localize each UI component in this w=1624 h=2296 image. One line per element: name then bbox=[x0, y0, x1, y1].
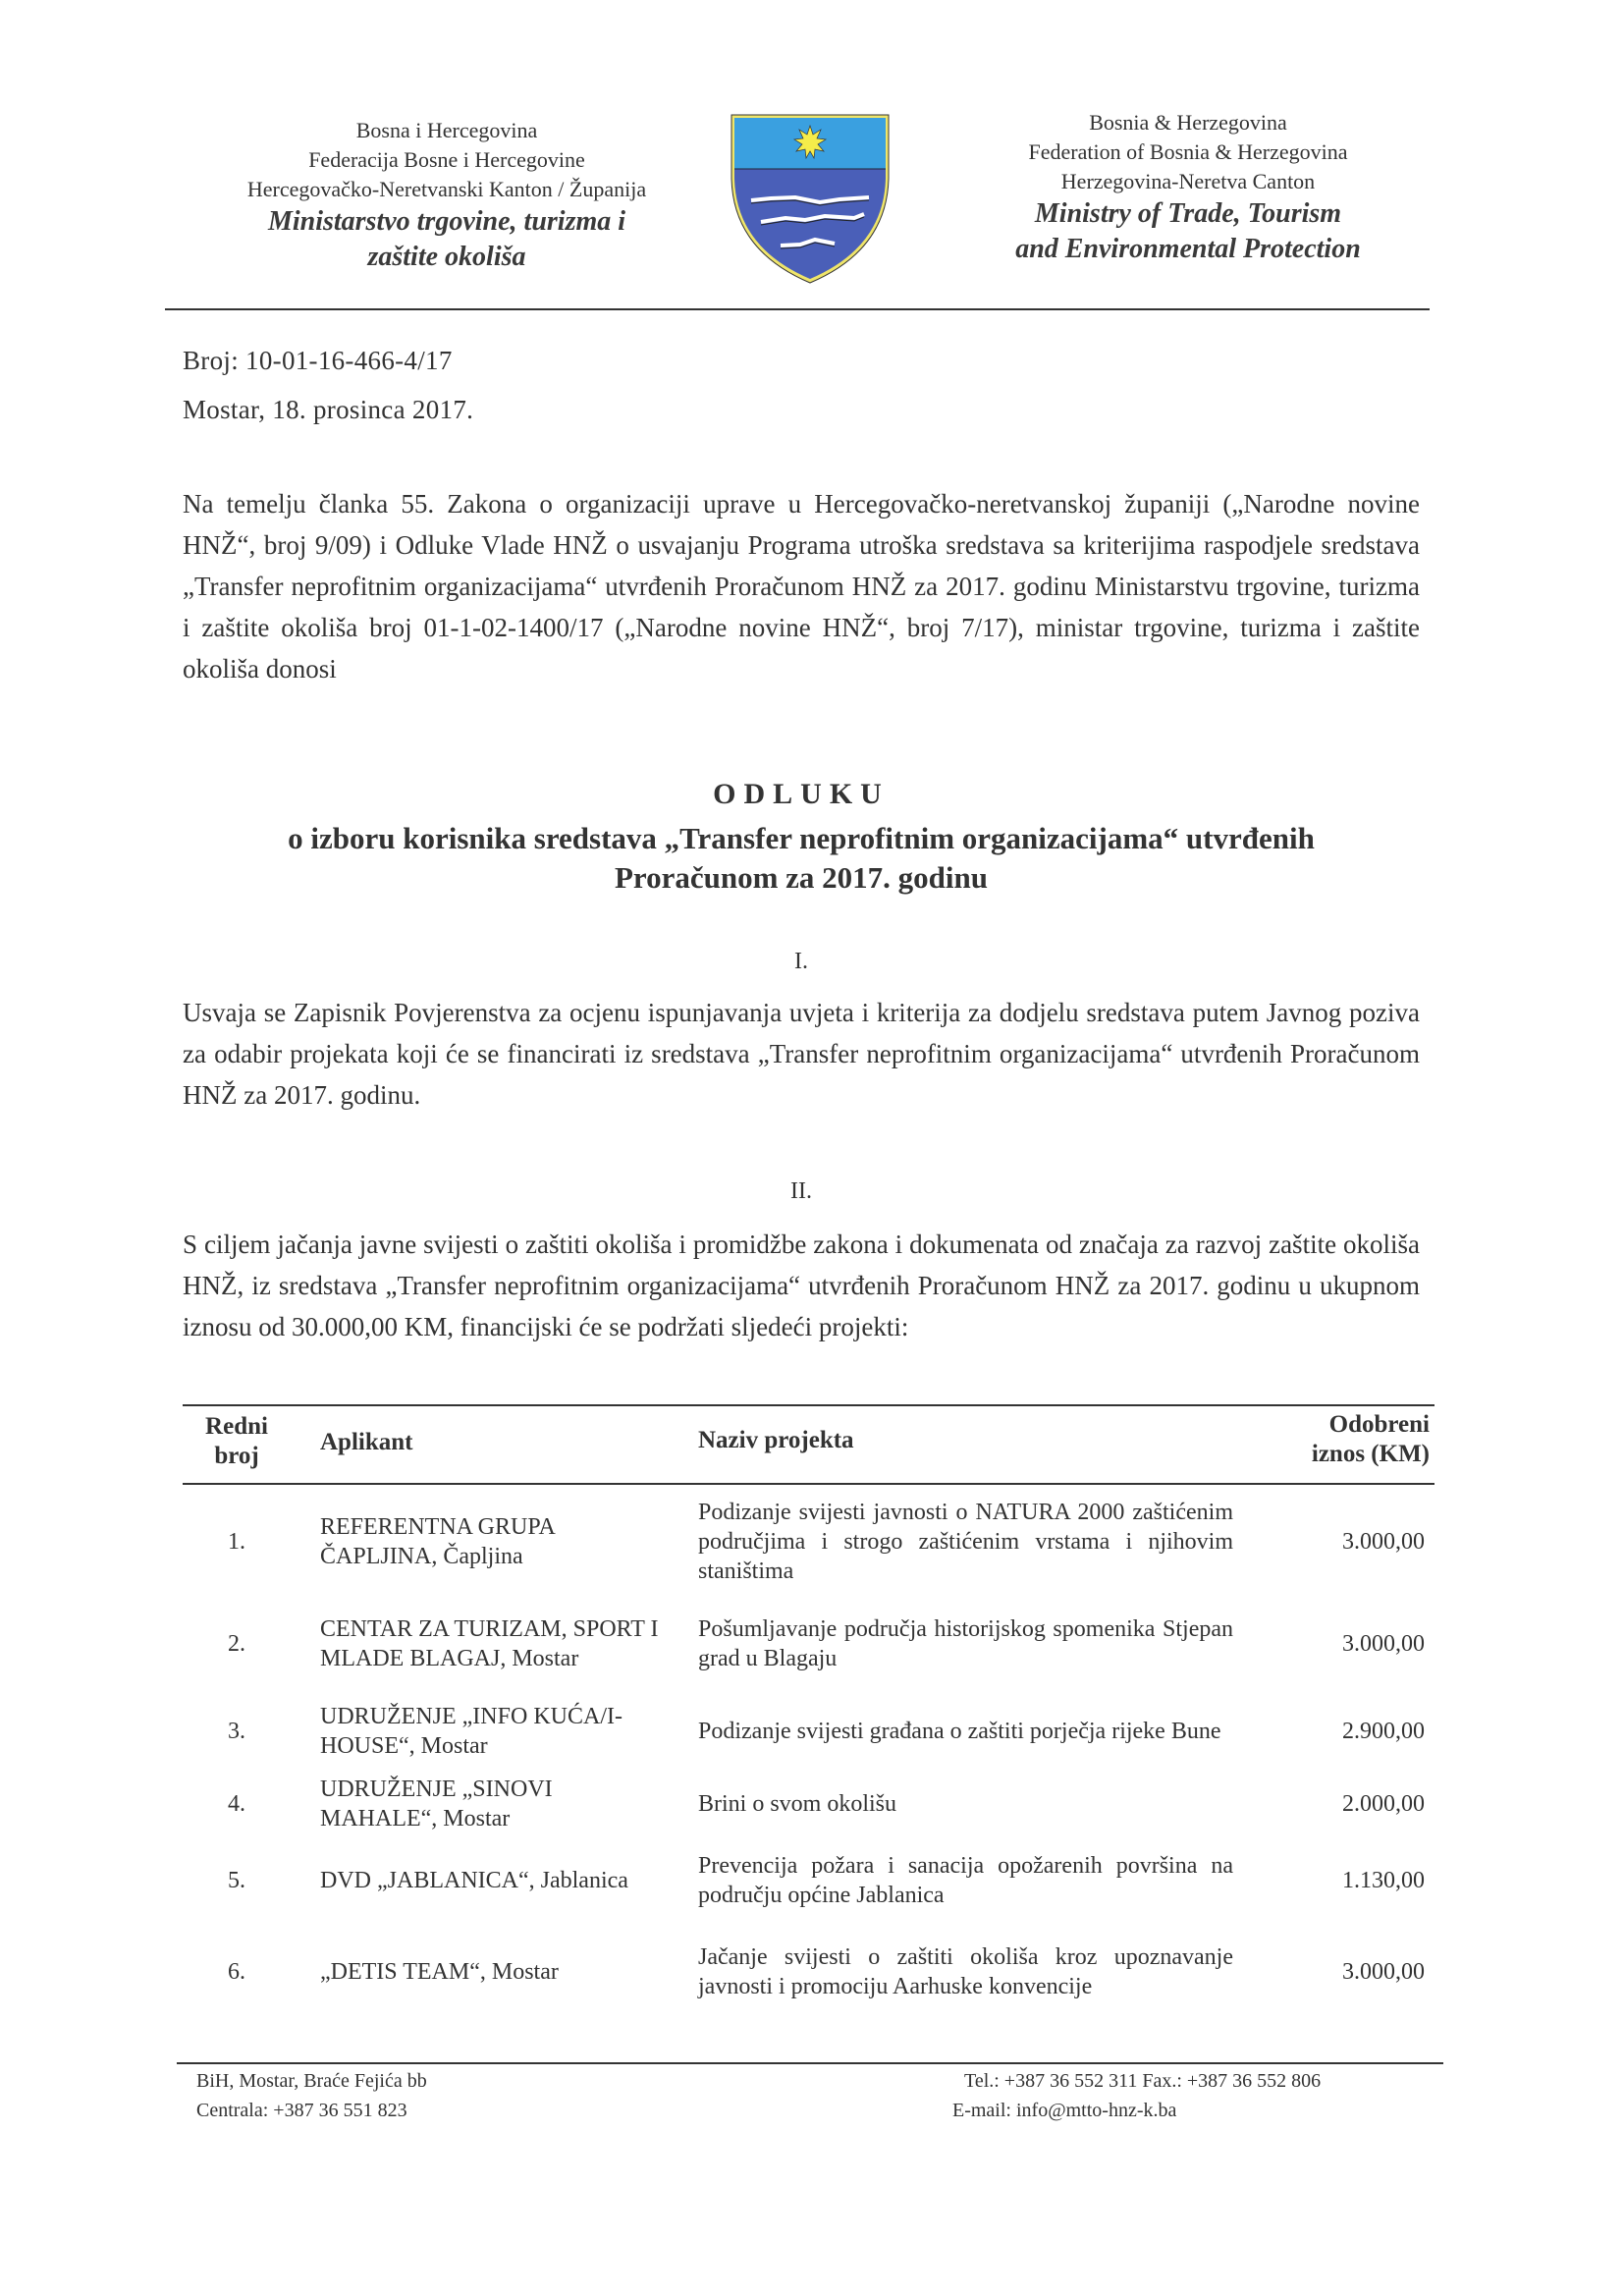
row-amount: 3.000,00 bbox=[1342, 1959, 1425, 1985]
row-amount: 1.130,00 bbox=[1342, 1868, 1425, 1893]
row-project: Jačanje svijesti o zaštiti okoliša kroz upoznavanje javnosti i promociju Aarhuske konvencije bbox=[698, 1944, 1233, 1999]
section-1-text: Usvaja se Zapisnik Povjerenstva za ocjenu ispunjavanja uvjeta i kriterija za dodjelu sredstava putem Javnog poziva za odabir projekata koji će se financirati iz sredstava „Transfer neprofitnim organizacijama“ utvrđenih Proračunom HNŽ za 2017. godinu. bbox=[183, 998, 1420, 1110]
header-ordinal-line2: broj bbox=[214, 1443, 259, 1469]
section-number-1: I. bbox=[794, 949, 808, 974]
section-number-2: II. bbox=[790, 1178, 812, 1204]
table-header-row bbox=[183, 1404, 1435, 1481]
row-project: Brini o svom okolišu bbox=[698, 1791, 897, 1817]
row-applicant: „DETIS TEAM“, Mostar bbox=[320, 1959, 559, 1985]
federation-name-en: Federation of Bosnia & Herzegovina bbox=[1028, 139, 1348, 164]
table-row bbox=[183, 1697, 1435, 1766]
header-amount bbox=[1253, 1410, 1430, 1469]
header-project: Naziv projekta bbox=[698, 1427, 854, 1453]
row-number: 3. bbox=[228, 1719, 245, 1744]
footer-email: E-mail: info@mtto-hnz-k.ba bbox=[952, 2100, 1177, 2121]
row-project: Podizanje svijesti javnosti o NATURA 2000 zaštićenim područjima i strogo zaštićenim vrstama i njihovim staništima bbox=[698, 1500, 1233, 1584]
row-applicant: UDRUŽENJE „INFO KUĆA/I-HOUSE“, Mostar bbox=[320, 1704, 623, 1759]
row-amount: 3.000,00 bbox=[1342, 1529, 1425, 1555]
row-project: Prevencija požara i sanacija opožarenih površina na području općine Jablanica bbox=[698, 1853, 1233, 1908]
row-number: 1. bbox=[228, 1529, 245, 1555]
row-applicant: UDRUŽENJE „SINOVI MAHALE“, Mostar bbox=[320, 1777, 553, 1831]
decision-subtitle-line2: Proračunom za 2017. godinu bbox=[614, 860, 989, 895]
header-amount-line1: Odobreni bbox=[1328, 1411, 1430, 1438]
table-header-rule bbox=[183, 1483, 1435, 1485]
header-divider bbox=[165, 308, 1430, 310]
table-row bbox=[183, 1846, 1435, 1915]
row-applicant: CENTAR ZA TURIZAM, SPORT I MLADE BLAGAJ, Mostar bbox=[320, 1616, 659, 1671]
footer-central-phone: Centrala: +387 36 551 823 bbox=[196, 2100, 407, 2121]
country-name-bs: Bosna i Hercegovina bbox=[355, 118, 538, 142]
footer-left bbox=[196, 2066, 427, 2125]
row-applicant: REFERENTNA GRUPA ČAPLJINA, Čapljina bbox=[320, 1514, 555, 1569]
table-row bbox=[183, 1493, 1435, 1591]
table-row bbox=[183, 1770, 1435, 1838]
ministry-name-bs-line1: Ministarstvo trgovine, turizma i bbox=[267, 206, 626, 237]
footer-tel-fax: Tel.: +387 36 552 311 Fax.: +387 36 552 806 bbox=[964, 2070, 1322, 2092]
header-amount-line2: iznos (KM) bbox=[1311, 1441, 1430, 1467]
preamble-paragraph: Na temelju članka 55. Zakona o organizaciji uprave u Hercegovačko-neretvanskoj županiji („Narodne novine HNŽ“, broj 9/09) i Odluke Vlade HNŽ o usvajanju Programa utroška sredstava sa kriterijima raspodjele sredstava „Transfer neprofitnim organizacijama“ utvrđenih Proračunom HNŽ za 2017. godinu Ministarstvu trgovine, turizma i zaštite okoliša broj 01-1-02-1400/17 („Narodne novine HNŽ“, broj 7/17), ministar trgovine, turizma i zaštite okoliša donosi bbox=[183, 489, 1420, 683]
federation-name-bs: Federacija Bosne i Hercegovine bbox=[308, 147, 585, 172]
row-project: Podizanje svijesti građana o zaštiti porječja rijeke Bune bbox=[698, 1719, 1221, 1744]
country-name-en: Bosnia & Herzegovina bbox=[1089, 110, 1287, 135]
table-row bbox=[183, 1923, 1435, 2021]
decision-title: ODLUKU bbox=[713, 778, 890, 810]
footer-divider bbox=[177, 2062, 1443, 2064]
decision-subtitle-line1: o izboru korisnika sredstava „Transfer neprofitnim organizacijama“ utvrđenih bbox=[288, 821, 1315, 855]
canton-name-bs: Hercegovačko-Neretvanski Kanton / Županija bbox=[246, 177, 647, 201]
row-project: Pošumljavanje područja historijskog spomenika Stjepan grad u Blagaju bbox=[698, 1616, 1233, 1671]
header-applicant: Aplikant bbox=[320, 1429, 413, 1455]
ministry-name-en-line2: and Environmental Protection bbox=[1015, 234, 1361, 264]
footer-address: BiH, Mostar, Braće Fejića bb bbox=[196, 2070, 427, 2092]
row-applicant: DVD „JABLANICA“, Jablanica bbox=[320, 1868, 628, 1893]
row-number: 4. bbox=[228, 1791, 245, 1817]
header-ordinal bbox=[183, 1412, 291, 1471]
footer-right bbox=[952, 2066, 1321, 2125]
place-and-date: Mostar, 18. prosinca 2017. bbox=[183, 395, 474, 424]
row-amount: 2.900,00 bbox=[1342, 1719, 1425, 1744]
table-row bbox=[183, 1595, 1435, 1693]
ministry-name-en-line1: Ministry of Trade, Tourism bbox=[1034, 198, 1342, 229]
coat-of-arms-icon bbox=[727, 110, 893, 287]
header-right-block bbox=[943, 108, 1434, 267]
header-ordinal-line1: Redni bbox=[205, 1413, 268, 1440]
document-number: Broj: 10-01-16-466-4/17 bbox=[183, 346, 453, 375]
ministry-name-bs-line2: zaštite okoliša bbox=[367, 242, 526, 272]
canton-name-en: Herzegovina-Neretva Canton bbox=[1060, 169, 1316, 193]
row-amount: 3.000,00 bbox=[1342, 1631, 1425, 1657]
row-amount: 2.000,00 bbox=[1342, 1791, 1425, 1817]
row-number: 6. bbox=[228, 1959, 245, 1985]
row-number: 5. bbox=[228, 1868, 245, 1893]
section-2-text: S ciljem jačanja javne svijesti o zaštiti okoliša i promidžbe zakona i dokumenata od značaja za razvoj zaštite okoliša HNŽ, iz sredstava „Transfer neprofitnim organizacijama“ utvrđenih Proračunom HNŽ za 2017. godinu u ukupnom iznosu od 30.000,00 KM, financijski će se podržati sljedeći projekti: bbox=[183, 1230, 1420, 1341]
header-left-block bbox=[187, 116, 707, 275]
row-number: 2. bbox=[228, 1631, 245, 1657]
